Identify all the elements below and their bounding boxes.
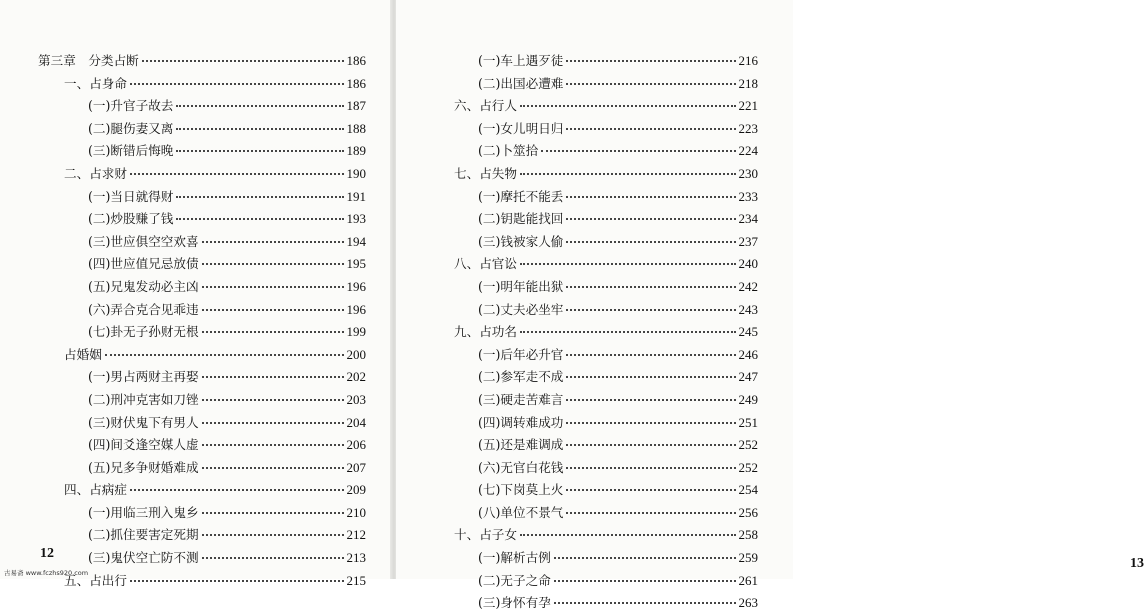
toc-entry-title: (二)腿伤妻又离	[88, 120, 174, 136]
toc-entry-title: (一)明年能出狱	[478, 278, 564, 294]
toc-entry-page: 196	[346, 301, 366, 317]
toc-entry-title: (八)单位不景气	[478, 504, 564, 520]
toc-section-entry[interactable]	[454, 163, 758, 186]
watermark: 古易斋 www.fczhs920.com	[4, 569, 89, 577]
toc-section-entry[interactable]	[38, 73, 366, 96]
toc-entry-page: 207	[346, 459, 366, 475]
toc-entry-title: (一)当日就得财	[88, 188, 174, 204]
toc-entry-page: 221	[738, 98, 758, 114]
dot-leader	[566, 211, 735, 220]
toc-list-left	[38, 50, 366, 592]
toc-entry-title: (二)出国必遭难	[478, 75, 564, 91]
toc-entry-title: 十、占子女	[454, 527, 517, 543]
dot-leader	[202, 302, 344, 311]
dot-leader	[520, 166, 736, 175]
dot-leader	[176, 189, 343, 198]
toc-entry-title: (二)炒股赚了钱	[88, 211, 174, 227]
dot-leader	[202, 415, 344, 424]
toc-subsection-entry[interactable]	[38, 140, 366, 163]
toc-entry-title: (三)鬼伏空亡防不测	[88, 550, 199, 566]
toc-list-right	[454, 50, 758, 615]
toc-entry-title: 四、占病症	[64, 482, 127, 498]
toc-subsection-entry[interactable]	[38, 118, 366, 141]
dot-leader	[566, 234, 735, 243]
toc-entry-page: 212	[346, 527, 366, 543]
toc-chapter-entry[interactable]	[38, 50, 366, 73]
dot-leader	[202, 437, 344, 446]
toc-entry-page: 196	[346, 278, 366, 294]
toc-entry-page: 261	[738, 572, 758, 588]
dot-leader	[202, 234, 344, 243]
toc-subsection-entry[interactable]	[454, 344, 758, 367]
toc-entry-page: 234	[738, 211, 758, 227]
dot-leader	[130, 573, 344, 582]
toc-entry-page: 240	[738, 256, 758, 272]
toc-entry-page: 263	[738, 595, 758, 611]
dot-leader	[566, 437, 735, 446]
toc-entry-title: 二、占求财	[64, 165, 127, 181]
toc-entry-page: 213	[346, 550, 366, 566]
toc-entry-page: 200	[346, 346, 366, 362]
toc-entry-title: (二)无子之命	[478, 572, 551, 588]
toc-entry-title: (三)财伏鬼下有男人	[88, 414, 199, 430]
toc-entry-title: (一)男占两财主再娶	[88, 369, 199, 385]
toc-section-entry[interactable]	[38, 344, 366, 367]
toc-entry-page: 246	[738, 346, 758, 362]
toc-entry-title: (四)间爻逢空媒人虚	[88, 437, 199, 453]
dot-leader	[130, 482, 344, 491]
toc-entry-title: (一)后年必升官	[478, 346, 564, 362]
toc-section-entry[interactable]	[38, 163, 366, 186]
dot-leader	[566, 415, 735, 424]
dot-leader	[554, 595, 736, 604]
toc-entry-page: 191	[346, 188, 366, 204]
toc-entry-page: 237	[738, 233, 758, 249]
dot-leader	[130, 166, 344, 175]
toc-entry-page: 243	[738, 301, 758, 317]
toc-subsection-entry[interactable]	[38, 524, 366, 547]
toc-entry-page: 252	[738, 459, 758, 475]
dot-leader	[176, 143, 343, 152]
dot-leader	[202, 550, 344, 559]
toc-section-entry[interactable]	[454, 95, 758, 118]
toc-entry-title: 五、占出行	[64, 572, 127, 588]
dot-leader	[202, 324, 344, 333]
toc-section-entry[interactable]	[454, 321, 758, 344]
dot-leader	[566, 347, 735, 356]
toc-entry-page: 189	[346, 143, 366, 159]
toc-section-entry[interactable]	[454, 524, 758, 547]
toc-entry-title: 七、占失物	[454, 165, 517, 181]
toc-entry-title: (三)钱被家人偷	[478, 233, 564, 249]
toc-entry-page: 210	[346, 504, 366, 520]
page-number-left: 12	[40, 546, 54, 561]
toc-subsection-entry[interactable]	[38, 186, 366, 209]
toc-subsection-entry[interactable]	[454, 592, 758, 615]
toc-entry-title: (二)参军走不成	[478, 369, 564, 385]
toc-entry-title: (一)升官子故去	[88, 98, 174, 114]
dot-leader	[176, 121, 343, 130]
dot-leader	[566, 279, 735, 288]
toc-subsection-entry[interactable]	[454, 73, 758, 96]
toc-entry-title: 占婚姻	[64, 346, 102, 362]
dot-leader	[541, 143, 735, 152]
toc-entry-page: 187	[346, 98, 366, 114]
dot-leader	[202, 279, 344, 288]
toc-subsection-entry[interactable]	[38, 299, 366, 322]
toc-entry-page: 251	[738, 414, 758, 430]
toc-subsection-entry[interactable]	[454, 50, 758, 73]
toc-entry-title: (四)调转难成功	[478, 414, 564, 430]
toc-subsection-entry[interactable]	[454, 389, 758, 412]
dot-leader	[520, 98, 736, 107]
toc-subsection-entry[interactable]	[38, 276, 366, 299]
dot-leader	[142, 53, 344, 62]
dot-leader	[554, 573, 736, 582]
toc-entry-page: 247	[738, 369, 758, 385]
left-page	[0, 0, 392, 588]
toc-subsection-entry[interactable]	[454, 208, 758, 231]
page-number-right: 13	[1130, 556, 1144, 571]
toc-entry-page: 252	[738, 437, 758, 453]
toc-entry-page: 202	[346, 369, 366, 385]
toc-entry-title: 第三章 分类占断	[38, 53, 139, 68]
toc-subsection-entry[interactable]	[38, 231, 366, 254]
toc-entry-title: (一)用临三刑入鬼乡	[88, 504, 199, 520]
toc-entry-page: 194	[346, 233, 366, 249]
toc-subsection-entry[interactable]	[38, 412, 366, 435]
toc-subsection-entry[interactable]	[454, 366, 758, 389]
toc-entry-title: (二)卜筮拾	[478, 143, 539, 159]
toc-subsection-entry[interactable]	[38, 366, 366, 389]
toc-entry-title: (一)车上遇歹徒	[478, 53, 564, 68]
toc-subsection-entry[interactable]	[454, 299, 758, 322]
toc-entry-page: 206	[346, 437, 366, 453]
toc-subsection-entry[interactable]	[454, 186, 758, 209]
toc-subsection-entry[interactable]	[454, 570, 758, 593]
toc-entry-title: 八、占官讼	[454, 256, 517, 272]
toc-subsection-entry[interactable]	[454, 118, 758, 141]
toc-entry-page: 233	[738, 188, 758, 204]
toc-entry-title: (一)女儿明日归	[478, 120, 564, 136]
toc-entry-title: (三)世应俱空空欢喜	[88, 233, 199, 249]
dot-leader	[202, 392, 344, 401]
toc-entry-title: (三)身怀有孕	[478, 595, 551, 611]
dot-leader	[202, 505, 344, 514]
toc-entry-title: (二)丈夫必坐牢	[478, 301, 564, 317]
toc-subsection-entry[interactable]	[454, 140, 758, 163]
toc-entry-title: 一、占身命	[64, 75, 127, 91]
dot-leader	[202, 460, 344, 469]
dot-leader	[566, 121, 735, 130]
dot-leader	[105, 347, 344, 356]
toc-entry-page: 256	[738, 504, 758, 520]
toc-subsection-entry[interactable]	[38, 321, 366, 344]
dot-leader	[130, 76, 344, 85]
toc-entry-title: (三)断错后悔晚	[88, 143, 174, 159]
toc-entry-title: (二)钥匙能找回	[478, 211, 564, 227]
toc-entry-page: 230	[738, 165, 758, 181]
dot-leader	[566, 482, 735, 491]
toc-entry-title: (六)弄合克合见乖违	[88, 301, 199, 317]
toc-entry-page: 254	[738, 482, 758, 498]
toc-entry-title: (五)兄鬼发动必主凶	[88, 278, 199, 294]
toc-subsection-entry[interactable]	[454, 502, 758, 525]
toc-subsection-entry[interactable]	[38, 547, 366, 570]
toc-entry-page: 223	[738, 120, 758, 136]
toc-subsection-entry[interactable]	[38, 457, 366, 480]
toc-entry-page: 188	[346, 120, 366, 136]
toc-entry-title: (二)刑冲克害如刀锉	[88, 391, 199, 407]
toc-subsection-entry[interactable]	[454, 479, 758, 502]
toc-entry-page: 224	[738, 143, 758, 159]
dot-leader	[202, 256, 344, 265]
toc-entry-title: (一)摩托不能丢	[478, 188, 564, 204]
toc-subsection-entry[interactable]	[454, 276, 758, 299]
toc-subsection-entry[interactable]	[38, 434, 366, 457]
toc-entry-page: 203	[346, 391, 366, 407]
toc-entry-page: 216	[738, 53, 758, 68]
toc-subsection-entry[interactable]	[38, 208, 366, 231]
dot-leader	[566, 189, 735, 198]
toc-entry-page: 249	[738, 391, 758, 407]
toc-subsection-entry[interactable]	[454, 457, 758, 480]
dot-leader	[202, 369, 344, 378]
toc-entry-title: (七)卦无子孙财无根	[88, 324, 199, 340]
toc-entry-title: 九、占功名	[454, 324, 517, 340]
toc-entry-page: 195	[346, 256, 366, 272]
toc-entry-title: (六)无官白花钱	[478, 459, 564, 475]
toc-entry-page: 242	[738, 278, 758, 294]
toc-subsection-entry[interactable]	[38, 389, 366, 412]
toc-entry-page: 245	[738, 324, 758, 340]
toc-section-entry[interactable]	[454, 253, 758, 276]
toc-entry-page: 199	[346, 324, 366, 340]
toc-entry-page: 215	[346, 572, 366, 588]
dot-leader	[566, 369, 735, 378]
toc-entry-page: 186	[346, 53, 366, 68]
dot-leader	[566, 505, 735, 514]
toc-subsection-entry[interactable]	[454, 231, 758, 254]
toc-subsection-entry[interactable]	[38, 253, 366, 276]
toc-entry-page: 258	[738, 527, 758, 543]
dot-leader	[554, 550, 736, 559]
dot-leader	[566, 460, 735, 469]
toc-subsection-entry[interactable]	[38, 502, 366, 525]
dot-leader	[520, 527, 736, 536]
toc-entry-title: (五)兄多争财婚难成	[88, 459, 199, 475]
toc-subsection-entry[interactable]	[38, 95, 366, 118]
toc-entry-title: (二)抓住要害定死期	[88, 527, 199, 543]
toc-entry-title: (四)世应值兄忌放债	[88, 256, 199, 272]
toc-subsection-entry[interactable]	[454, 412, 758, 435]
toc-subsection-entry[interactable]	[454, 547, 758, 570]
dot-leader	[520, 256, 736, 265]
toc-entry-page: 209	[346, 482, 366, 498]
dot-leader	[202, 527, 344, 536]
toc-entry-title: (七)下岗莫上火	[478, 482, 564, 498]
toc-entry-page: 193	[346, 211, 366, 227]
dot-leader	[566, 392, 735, 401]
toc-section-entry[interactable]	[38, 479, 366, 502]
toc-entry-page: 186	[346, 75, 366, 91]
toc-entry-title: 六、占行人	[454, 98, 517, 114]
toc-entry-title: (三)硬走苦难言	[478, 391, 564, 407]
dot-leader	[520, 324, 736, 333]
toc-entry-page: 204	[346, 414, 366, 430]
toc-subsection-entry[interactable]	[454, 434, 758, 457]
dot-leader	[566, 53, 735, 62]
dot-leader	[176, 211, 343, 220]
toc-entry-title: (一)解析古例	[478, 550, 551, 566]
toc-entry-title: (五)还是难调成	[478, 437, 564, 453]
toc-entry-page: 259	[738, 550, 758, 566]
toc-entry-page: 190	[346, 165, 366, 181]
right-page	[396, 0, 1144, 611]
toc-entry-page: 218	[738, 75, 758, 91]
dot-leader	[566, 302, 735, 311]
dot-leader	[566, 76, 735, 85]
dot-leader	[176, 98, 343, 107]
